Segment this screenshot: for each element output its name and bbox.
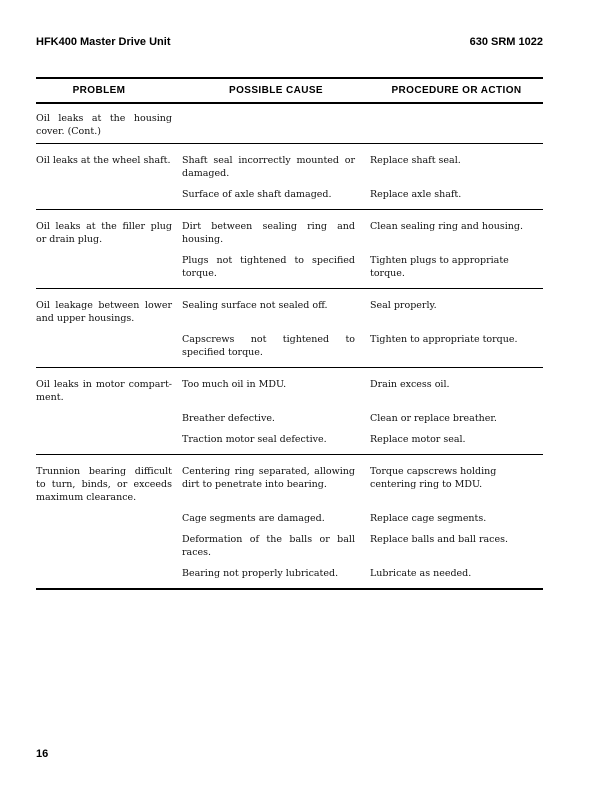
procedure-action-cell: Tighten plugs to appropriate torque. bbox=[370, 255, 509, 279]
page-number: 16 bbox=[36, 748, 49, 760]
procedure-action-cell: Replace axle shaft. bbox=[370, 189, 462, 200]
table-row-group bbox=[36, 210, 543, 289]
column-header-procedure-or-action: PROCEDURE OR ACTION bbox=[391, 85, 522, 96]
possible-cause-cell: Centering ring separated, allowing dirt to penetrate into bearing. bbox=[182, 466, 355, 490]
running-header bbox=[36, 0, 543, 49]
possible-cause-cell: Breather defective. bbox=[182, 413, 275, 424]
problem-cell: Oil leaks at the housing cover. (Cont.) bbox=[36, 113, 172, 137]
table-header-row bbox=[36, 77, 543, 104]
possible-cause-cell: Cage segments are damaged. bbox=[182, 513, 325, 524]
procedure-action-cell: Clean sealing ring and housing. bbox=[370, 221, 523, 232]
possible-cause-cell: Bearing not properly lubricated. bbox=[182, 568, 339, 579]
page-footer bbox=[36, 748, 48, 761]
column-header-problem: PROBLEM bbox=[72, 85, 126, 96]
possible-cause-cell: Dirt between sealing ring and housing. bbox=[182, 221, 355, 245]
procedure-action-cell: Torque capscrews holding centering ring to MDU. bbox=[370, 466, 497, 490]
problem-cell: Oil leaks at the filler plug or drain plug. bbox=[36, 221, 172, 245]
problem-cell: Oil leaks at the wheel shaft. bbox=[36, 155, 171, 166]
procedure-action-cell: Replace balls and ball races. bbox=[370, 534, 509, 545]
possible-cause-cell: Traction motor seal defective. bbox=[182, 434, 327, 445]
header-title-left: HFK400 Master Drive Unit bbox=[36, 36, 171, 48]
table-row-group bbox=[36, 144, 543, 210]
possible-cause-cell: Capscrews not tightened to specified torque. bbox=[182, 334, 355, 358]
possible-cause-cell: Plugs not tightened to specified torque. bbox=[182, 255, 355, 279]
procedure-action-cell: Lubricate as needed. bbox=[370, 568, 472, 579]
possible-cause-cell: Sealing surface not sealed off. bbox=[182, 300, 328, 311]
procedure-action-cell: Replace shaft seal. bbox=[370, 155, 461, 166]
procedure-action-cell: Clean or replace breather. bbox=[370, 413, 497, 424]
procedure-action-cell: Tighten to appropriate torque. bbox=[370, 334, 518, 345]
possible-cause-cell: Deformation of the balls or ball races. bbox=[182, 534, 355, 558]
problem-cell: Oil leakage between lower and upper housings. bbox=[36, 300, 172, 324]
table-row-group bbox=[36, 289, 543, 368]
possible-cause-cell: Too much oil in MDU. bbox=[182, 379, 287, 390]
table-row-group bbox=[36, 455, 543, 590]
column-header-possible-cause: POSSIBLE CAUSE bbox=[229, 85, 323, 96]
procedure-action-cell: Drain excess oil. bbox=[370, 379, 450, 390]
problem-cell: Oil leaks in motor compartment. bbox=[36, 379, 172, 403]
possible-cause-cell: Surface of axle shaft damaged. bbox=[182, 189, 332, 200]
procedure-action-cell: Replace motor seal. bbox=[370, 434, 466, 445]
page-content bbox=[36, 0, 543, 590]
troubleshooting-table bbox=[36, 77, 543, 590]
table-row-group bbox=[36, 368, 543, 455]
possible-cause-cell: Shaft seal incorrectly mounted or damaged. bbox=[182, 155, 355, 179]
problem-cell: Trunnion bearing difficult to turn, binds, or exceeds maximum clearance. bbox=[36, 466, 172, 503]
table-body bbox=[36, 104, 543, 590]
table-row-group bbox=[36, 104, 543, 144]
procedure-action-cell: Replace cage segments. bbox=[370, 513, 487, 524]
procedure-action-cell: Seal properly. bbox=[370, 300, 437, 311]
header-doc-number-right: 630 SRM 1022 bbox=[469, 36, 543, 48]
